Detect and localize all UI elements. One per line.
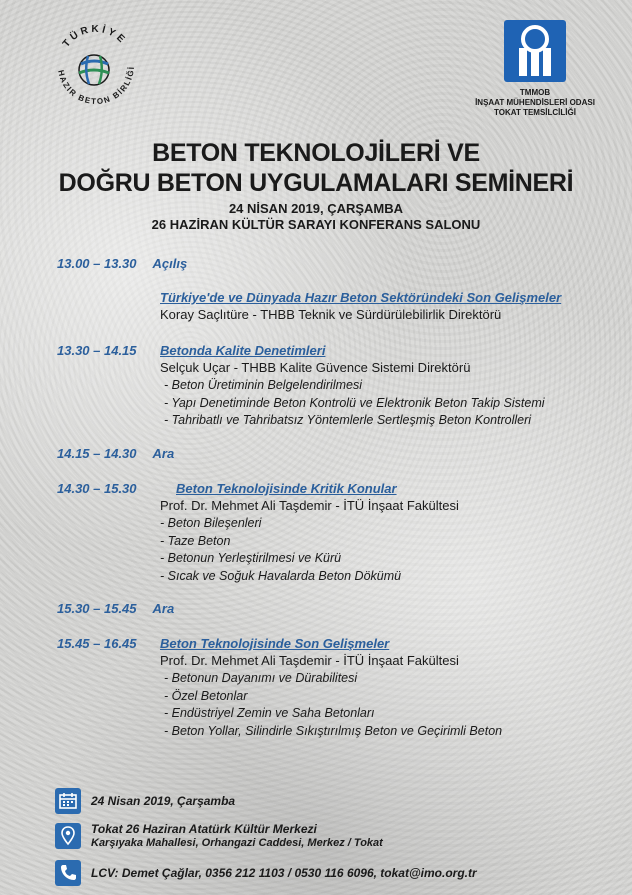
footer-contact: LCV: Demet Çağlar, 0356 212 1103 / 0530 116 6096, tokat@imo.org.tr bbox=[91, 866, 477, 880]
imo-line-2: İNŞAAT MÜHENDİSLERİ ODASI bbox=[475, 98, 595, 107]
list-item: - Taze Beton bbox=[160, 533, 231, 548]
session-quality-time: 13.30 – 14.15 bbox=[57, 343, 137, 358]
imo-logo bbox=[470, 20, 600, 118]
list-item: - Betonun Yerleştirilmesi ve Kürü bbox=[160, 551, 342, 565]
imo-line-1: TMMOB bbox=[519, 88, 551, 97]
thbb-logo-graphic bbox=[48, 18, 144, 114]
list-item: - Betonun Dayanımı ve Dürabilitesi bbox=[164, 671, 358, 685]
event-date: 24 NİSAN 2019, ÇARŞAMBA bbox=[228, 201, 404, 216]
svg-text:TÜRKİYE: TÜRKİYE bbox=[60, 23, 129, 50]
session-sector-speaker: Koray Saçlıtüre - THBB Teknik ve Sürdürülebilirlik Direktörü bbox=[160, 307, 502, 322]
break-time: 14.15 – 14.30 bbox=[57, 446, 137, 461]
svg-text:HAZIR BETON BİRLİĞİ: HAZIR BETON BİRLİĞİ bbox=[56, 65, 137, 107]
session-quality-topics bbox=[164, 377, 545, 430]
session-critical-speaker: Prof. Dr. Mehmet Ali Taşdemir - İTÜ İnşaat Fakültesi bbox=[160, 498, 459, 513]
break-time: 15.30 – 15.45 bbox=[57, 601, 137, 616]
break-label: Ara bbox=[152, 446, 175, 461]
session-critical-topics bbox=[160, 515, 401, 585]
session-latest-speaker: Prof. Dr. Mehmet Ali Taşdemir - İTÜ İnşaat Fakültesi bbox=[160, 653, 459, 668]
title-line-1: BETON TEKNOLOJİLERİ VE bbox=[152, 139, 480, 167]
session-label: Açılış bbox=[152, 256, 188, 271]
session-opening-time bbox=[57, 256, 187, 271]
list-item: - Yapı Denetiminde Beton Kontrolü ve Elektronik Beton Takip Sistemi bbox=[164, 395, 545, 410]
location-pin-icon bbox=[55, 823, 81, 849]
footer-date: 24 Nisan 2019, Çarşamba bbox=[91, 794, 236, 808]
list-item: - Endüstriyel Zemin ve Saha Betonları bbox=[164, 706, 375, 720]
event-venue: 26 HAZİRAN KÜLTÜR SARAYI KONFERANS SALONU bbox=[151, 217, 481, 232]
imo-caption bbox=[470, 88, 600, 118]
list-item: - Beton Bileşenleri bbox=[160, 516, 262, 530]
session-critical-label: Beton Teknolojisinde Kritik Konular bbox=[176, 481, 397, 496]
imo-line-3: TOKAT TEMSİLCİLİĞİ bbox=[494, 108, 576, 117]
break-2 bbox=[57, 601, 174, 616]
session-latest-topics bbox=[164, 670, 502, 740]
session-quality-label: Betonda Kalite Denetimleri bbox=[160, 343, 326, 358]
calendar-icon bbox=[55, 788, 81, 814]
session-latest-label: Beton Teknolojisinde Son Gelişmeler bbox=[160, 636, 390, 651]
phone-icon bbox=[55, 860, 81, 886]
break-label: Ara bbox=[152, 601, 175, 616]
list-item: - Tahribatlı ve Tahribatsız Yöntemlerle Sertleşmiş Beton Kontrolleri bbox=[164, 413, 532, 427]
thbb-logo bbox=[48, 18, 144, 114]
break-1 bbox=[57, 446, 174, 461]
session-latest-time: 15.45 – 16.45 bbox=[57, 636, 137, 651]
list-item: - Sıcak ve Soğuk Havalarda Beton Dökümü bbox=[160, 568, 402, 583]
session-time: 13.00 – 13.30 bbox=[57, 256, 137, 271]
imo-logo-graphic bbox=[504, 20, 566, 82]
title-line-2: DOĞRU BETON UYGULAMALARI SEMİNERİ bbox=[58, 169, 574, 197]
session-sector-label: Türkiye'de ve Dünyada Hazır Beton Sektöründeki Son Gelişmeler bbox=[160, 290, 562, 305]
list-item: - Beton Üretiminin Belgelendirilmesi bbox=[164, 378, 362, 392]
list-item: - Özel Betonlar bbox=[164, 688, 248, 703]
footer-place: Tokat 26 Haziran Atatürk Kültür Merkezi bbox=[91, 822, 317, 836]
list-item: - Beton Yollar, Silindirle Sıkıştırılmış Beton ve Geçirimli Beton bbox=[164, 723, 503, 738]
session-quality-speaker: Selçuk Uçar - THBB Kalite Güvence Sistemi Direktörü bbox=[160, 360, 471, 375]
footer-address: Karşıyaka Mahallesi, Orhangazi Caddesi, Merkez / Tokat bbox=[91, 837, 383, 849]
session-critical-time: 14.30 – 15.30 bbox=[57, 481, 137, 496]
